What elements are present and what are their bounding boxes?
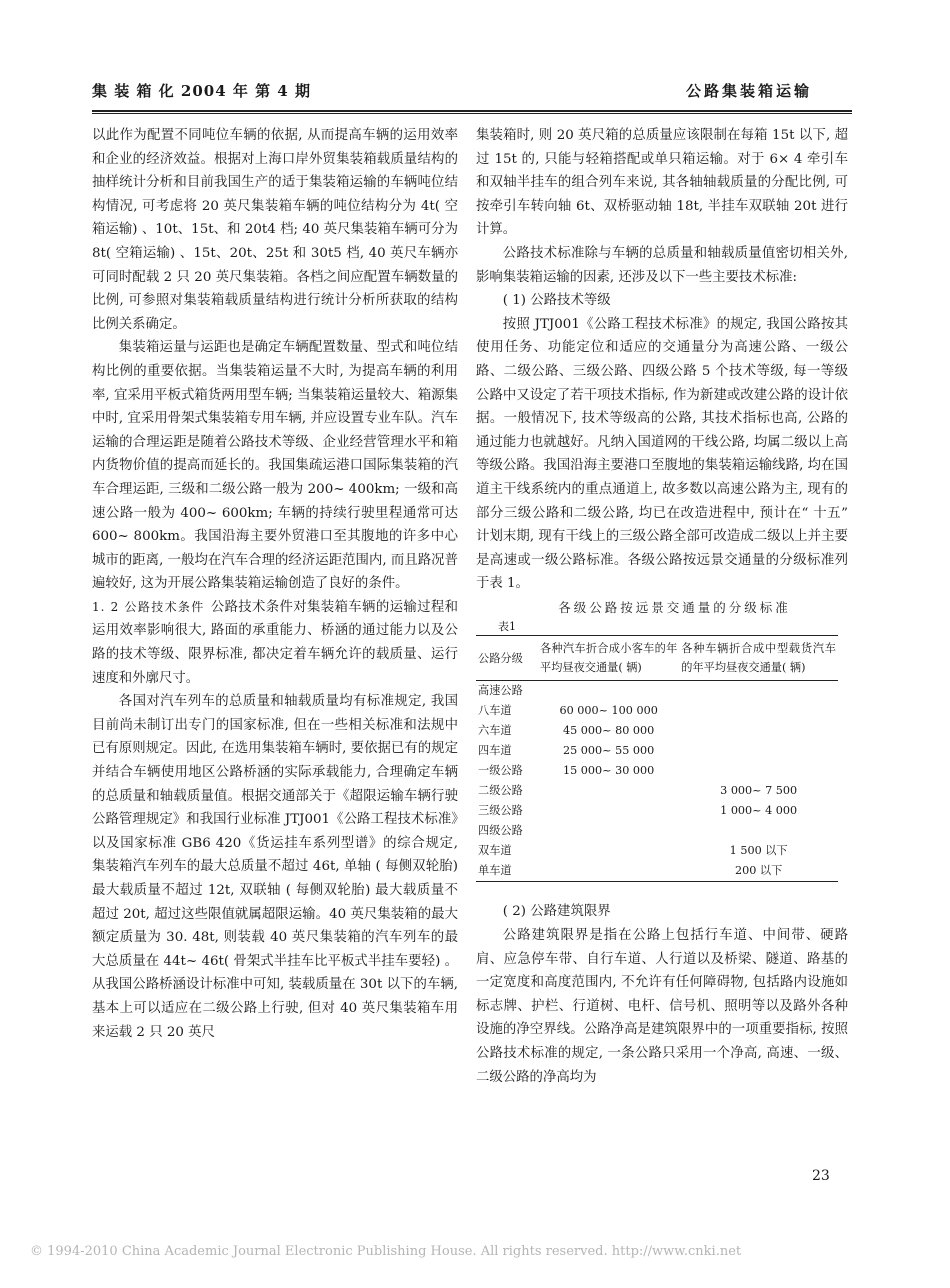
table-cell [679,821,838,841]
table-row [476,781,838,801]
paragraph: 按照 JTJ001《公路工程技术标准》的规定, 我国公路按其使用任务、功能定位和适应的交通量分为高速公路、一级公路、二级公路、三级公路、四级公路 5 个技术等级, 每一等级公路中又设定了若干项技术指标, 作为新建或改建公路的设计依据。一般情况下, 技术等级高的公路, 其技术指标也高, 公路的通过能力也就越好。凡纳入国道网的干线公路, 均属二级以上高等级公路。我国沿海主要港口至腹地的集装箱运输线路, 均在国道主干线系统内的重点通道上, 故多数以高速公路为主, 现有的部分三级公路和二级公路, 均已在改造进程中, 预计在“ 十五” 计划末期, 现有干线上的三级公路全部可改造成二级以上并主要是高速或一级公路标准。各级公路按远景交通量的分级标准列于表 1。 [476,316,848,592]
copyright-footer: © 1994-2010 China Academic Journal Electronic Publishing House. All rights reserved. http://www.cnki.net [30,1244,742,1259]
table-row [476,861,838,882]
header-rule-thin [92,113,852,114]
table-cell [538,861,679,882]
table-cell: 1 500 以下 [729,844,788,858]
table-row [476,841,838,861]
paragraph: 集装箱运量与运距也是确定车辆配置数量、型式和吨位结构比例的重要依据。当集装箱运量不大时, 为提高车辆的利用率, 宜采用平板式箱货两用型车辆; 当集装箱运量较大、箱源集中时, 宜采用骨架式集装箱专用车辆, 并应设置专业车队。汽车运输的合理运距是随着公路技术等级、企业经营管理水平和箱内货物价值的提高而延长的。我国集疏运港口国际集装箱的汽车合理运距, 三级和二级公路一般为 200~ 400km; 一级和高速公路一般为 400~ 600km; 车辆的持续行驶里程通常可达 600~ 800km。我国沿海主要外贸港口至其腹地的许多中心城市的距离, 一般均在汽车合理的经济运距范围内, 而且路况普遍较好, 这为开展公路集装箱运输创造了良好的条件。 [92,340,458,592]
left-column [92,124,458,1044]
paragraph: 集装箱时, 则 20 英尺箱的总质量应该限制在每箱 15t 以下, 超过 15t 的, 只能与轻箱搭配或单只箱运输。对于 6× 4 牵引车和双轴半挂车的组合列车来说, 其各轴轴载质量的分配比例, 可按牵引车转向轴 6t、双桥驱动轴 18t, 半挂车双联轴 20t 进行计算。 [476,128,848,238]
table-cell: 25 000~ 55 000 [563,744,655,758]
table-cell [679,761,838,781]
table-cell [538,781,679,801]
table-cell [538,801,679,821]
table-cell: 3 000~ 7 500 [720,784,798,798]
right-column [476,124,848,1089]
table-cell: 四车道 [478,744,512,758]
table-row [476,721,838,741]
table-cell [679,701,838,721]
table-row [476,801,838,821]
table-row [476,761,838,781]
table-cell [538,821,679,841]
table-cell: 三级公路 [478,804,523,818]
subheading: ( 2) 公路建筑限界 [502,904,611,920]
section-heading: 1. 2 公路技术条件 [92,599,205,614]
table-cell: 200 以下 [679,861,838,882]
table-row [476,681,838,702]
table-row [476,821,838,841]
table-cell: 八车道 [478,704,512,718]
traffic-volume-table [476,635,838,882]
table-cell [679,681,838,702]
section-header: 公路集装箱运输 [686,82,813,100]
table-label: 表1 [498,620,516,634]
table-header-row [476,636,838,681]
paragraph: 公路技术标准除与车辆的总质量和轴载质量值密切相关外, 影响集装箱运输的因素, 还涉及以下一些主要技术标准: [476,245,848,285]
table-row [476,741,838,761]
table-cell [679,741,838,761]
table-cell: 45 000~ 80 000 [563,724,655,738]
table-cell [538,841,679,861]
table-cell: 60 000~ 100 000 [559,704,658,718]
paragraph-text: 公路技术条件对集装箱车辆的运输过程和运用效率影响很大, 路面的承重能力、桥涵的通过能力以及公路的技术等级、限界标准, 都决定着车辆允许的载质量、运行速度和外廓尺寸。 [92,599,459,686]
table-cell: 高速公路 [478,684,523,698]
table-cell: 六车道 [478,724,512,738]
page-number: 23 [812,1168,830,1184]
table-title: 各级公路按远景交通量的分级标准 [558,599,791,615]
table-cell: 单车道 [476,861,538,882]
table-row [476,701,838,721]
table-cell: 二级公路 [478,784,523,798]
table-header: 公路分级 [476,636,538,681]
table-cell: 双车道 [478,844,512,858]
table-cell: 15 000~ 30 000 [563,764,655,778]
table-cell [538,681,679,702]
table-cell: 1 000~ 4 000 [720,804,798,818]
table-header: 各种车辆折合成中型载货汽车的年平均昼夜交通量( 辆) [679,636,838,681]
paragraph: 公路建筑限界是指在公路上包括行车道、中间带、硬路肩、应急停车带、自行车道、人行道以及桥梁、隧道、路基的一定宽度和高度范围内, 不允许有任何障碍物, 包括路内设施如标志牌、护栏、行道树、电杆、信号机、照明等以及路外各种设施的净空界线。公路净高是建筑限界中的一项重要指标, 按照公路技术标准的规定, 一条公路只采用一个净高, 高速、一级、二级公路的净高均为 [476,928,848,1085]
section-paragraph [92,596,458,690]
paragraph: 以此作为配置不同吨位车辆的依据, 从而提高车辆的运用效率和企业的经济效益。根据对上海口岸外贸集装箱载质量结构的抽样统计分析和目前我国生产的适于集装箱运输的车辆吨位结构情况, 可考虑将 20 英尺集装箱车辆的吨位结构分为 4t( 空箱运输) 、10t、15t、和 20t4 档; 40 英尺集装箱车辆可分为 8t( 空箱运输) 、15t、20t、25t 和 30t5 档, 40 英尺车辆亦可同时配载 2 只 20 英尺集装箱。各档之间应配置车辆数量的比例, 可参照对集装箱载质量结构进行统计分析所获取的结构比例关系确定。 [92,128,458,332]
journal-header: 集 装 箱 化 2004 年 第 4 期 [92,82,311,100]
table-cell: 四级公路 [478,824,523,838]
paragraph: 各国对汽车列车的总质量和轴载质量均有标准规定, 我国目前尚未制订出专门的国家标准, 但在一些相关标准和法规中已有原则规定。因此, 在选用集装箱车辆时, 要依据已有的规定并结合车辆使用地区公路桥涵的实际承载能力, 合理确定车辆的总质量和轴载质量值。根据交通部关于《超限运输车辆行驶公路管理规定》和我国行业标准 JTJ001《公路工程技术标准》以及国家标准 GB6 420《货运挂车系列型谱》的综合规定, 集装箱汽车列车的最大总质量不超过 46t, 单轴 ( 每侧双轮胎) 最大载质量不超过 12t, 双联轴 ( 每侧双轮胎) 最大载质量不超过 20t, 超过这些限值就属超限运输。40 英尺集装箱的最大额定质量为 30. 48t, 则装载 40 英尺集装箱的汽车列车的最大总质量在 44t~ 46t( 骨架式半挂车比平板式半挂车要轻) 。从我国公路桥涵设计标准中可知, 装载质量在 30t 以下的车辆, 基本上可以适应在二级公路上行驶, 但对 40 英尺集装箱车用来运载 2 只 20 英尺 [92,694,458,1040]
header-rule [92,110,852,112]
subheading: ( 1) 公路技术等级 [502,293,611,309]
table-cell [679,721,838,741]
table-cell: 一级公路 [478,764,523,778]
table-header: 各种汽车折合成小客车的年平均昼夜交通量( 辆) [538,636,679,681]
